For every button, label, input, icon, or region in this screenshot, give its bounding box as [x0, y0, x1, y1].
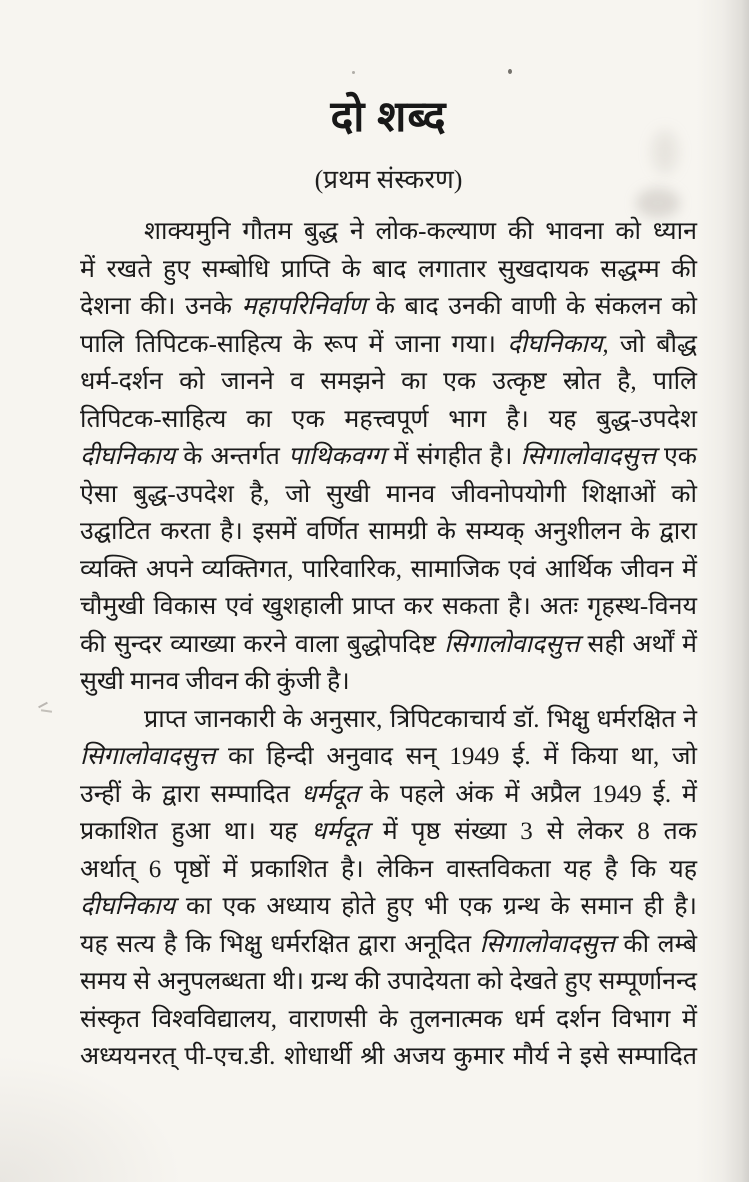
italic-term: दीघनिकाय [80, 893, 176, 920]
text-line [80, 776, 697, 814]
text-line [80, 888, 697, 926]
text-segment: तिपिटक-साहित्य का एक महत्त्वपूर्ण भाग है। यह बुद्ध-उपदेश [80, 405, 697, 433]
text-segment: में रखते हुए सम्बोधि प्राप्ति के बाद लगातार सुखदायक सद्धम्म की [80, 255, 697, 283]
italic-term: धर्मदूत [300, 780, 359, 808]
text-segment: उन्हीं के द्वारा सम्पादित [80, 780, 301, 808]
text-line [80, 851, 697, 889]
text-segment: अध्ययनरत् पी-एच.डी. शोधार्थी श्री अजय कुमार मौर्य ने इसे सम्पादित [80, 1043, 697, 1070]
text-segment: का एक अध्याय होते हुए भी एक ग्रन्थ के समान ही है। [175, 893, 697, 920]
italic-term: पाथिकवग्ग [288, 443, 386, 470]
text-line [80, 326, 697, 364]
italic-term: सिगालोवादसुत्त [444, 630, 580, 658]
margin-pencil-mark [36, 702, 54, 716]
body-text [80, 213, 697, 1076]
text-segment: देशना की। उनके [80, 293, 242, 320]
scan-speck [352, 71, 355, 74]
text-line [80, 813, 697, 851]
text-line [80, 363, 697, 401]
text-segment: में संगहीत है। [385, 443, 521, 470]
text-line [80, 288, 697, 326]
italic-term: धर्मदूत [311, 818, 369, 845]
italic-term: दीघनिकाय [80, 443, 176, 470]
text-line [80, 513, 697, 551]
text-segment: सुखी मानव जीवन की कुंजी है। [80, 668, 350, 695]
text-line [80, 1038, 697, 1076]
italic-term: सिगालोवादसुत्त [520, 443, 656, 470]
text-line [80, 1001, 697, 1039]
text-line [80, 626, 697, 664]
italic-term: सिगालोवादसुत्त [80, 743, 216, 770]
text-line [80, 963, 697, 1001]
text-line [80, 476, 697, 514]
text-segment: शाक्यमुनि गौतम बुद्ध ने लोक-कल्याण की भावना को ध्यान [144, 218, 697, 245]
text-line [80, 438, 697, 476]
text-line [80, 926, 697, 964]
edition-subtitle: (प्रथम संस्करण) [314, 165, 463, 194]
italic-term: महापरिनिर्वाण [241, 293, 367, 320]
paragraph [80, 213, 697, 701]
text-line [80, 701, 697, 739]
text-segment: ऐसा बुद्ध-उपदेश है, जो सुखी मानव जीवनोपयोगी शिक्षाओं को [80, 480, 697, 508]
text-line [80, 738, 697, 776]
text-segment: धर्म-दर्शन को जानने व समझने का एक उत्कृष्ट स्रोत है, पालि [80, 368, 697, 395]
text-line [80, 551, 697, 589]
page-title: दो शब्द [330, 94, 447, 141]
text-segment: पालि तिपिटक-साहित्य के रूप में जाना गया। [80, 330, 508, 358]
text-line [80, 251, 697, 289]
text-line [80, 213, 697, 251]
text-segment: के अन्तर्गत [175, 443, 289, 470]
text-segment: समय से अनुपलब्धता थी। ग्रन्थ की उपादेयता को देखते हुए सम्पूर्णानन्द [80, 968, 697, 995]
text-segment: संस्कृत विश्वविद्यालय, वाराणसी के तुलनात्मक धर्म दर्शन विभाग में [80, 1005, 697, 1033]
text-segment: व्यक्ति अपने व्यक्तिगत, पारिवारिक, सामाजिक एवं आर्थिक जीवन में [80, 555, 697, 583]
scan-speck [508, 69, 512, 74]
text-segment: यह सत्य है कि भिक्षु धर्मरक्षित द्वारा अनूदित [80, 930, 480, 958]
text-segment: जो बौद्ध [608, 330, 697, 358]
text-segment: का हिन्दी अनुवाद सन् 1949 ई. में किया था, जो [215, 743, 697, 770]
text-segment: अर्थात् 6 पृष्ठों में प्रकाशित है। लेकिन वास्तविकता यह है कि यह [80, 855, 697, 883]
italic-term: दीघनिकाय, [507, 330, 609, 358]
text-segment: एक [655, 443, 697, 470]
text-segment: की लम्बे [614, 930, 697, 958]
text-segment: प्राप्त जानकारी के अनुसार, त्रिपिटकाचार्य डॉ. भिक्षु धर्मरक्षित ने [144, 705, 697, 733]
text-segment: में पृष्ठ संख्या 3 से लेकर 8 तक [368, 818, 697, 845]
paragraph [80, 701, 697, 1076]
text-segment: के बाद उनकी वाणी के संकलन को [366, 293, 697, 320]
text-line [80, 401, 697, 439]
text-segment: चौमुखी विकास एवं खुशहाली प्राप्त कर सकता है। अतः गृहस्थ-विनय [80, 593, 697, 620]
text-segment: उद्घाटित करता है। इसमें वर्णित सामग्री के सम्यक् अनुशीलन के द्वारा [80, 518, 697, 545]
text-segment: के पहले अंक में अप्रैल 1949 ई. में [358, 780, 697, 808]
text-line [80, 588, 697, 626]
text-segment: की सुन्दर व्याख्या करने वाला बुद्धोपदिष्ट [80, 630, 445, 658]
italic-term: सिगालोवादसुत्त [479, 930, 615, 958]
text-segment: सही अर्थों में [579, 630, 697, 658]
text-line [80, 663, 697, 701]
text-segment: प्रकाशित हुआ था। यह [80, 818, 312, 845]
